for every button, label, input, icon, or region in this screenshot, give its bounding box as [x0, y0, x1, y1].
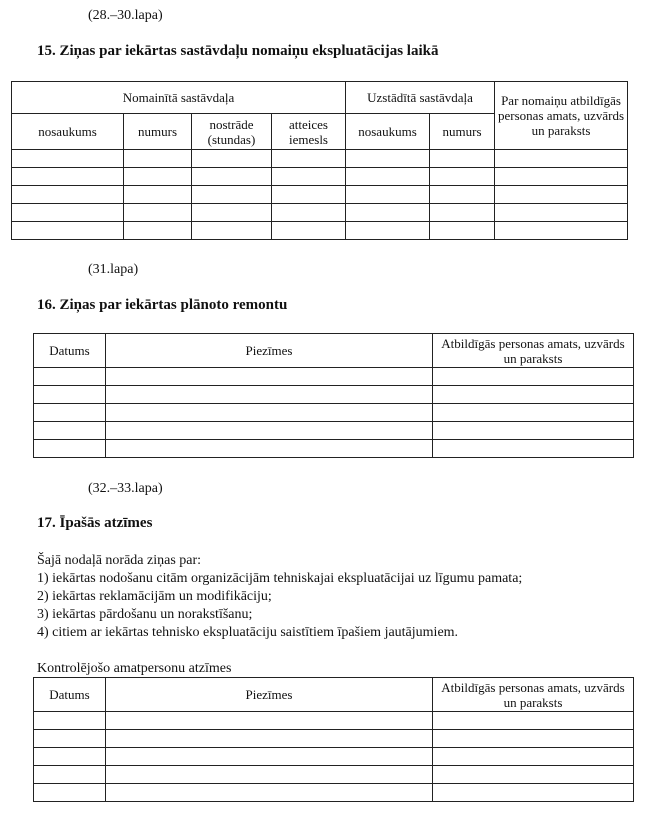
table-row — [34, 386, 634, 404]
table-row — [12, 204, 628, 222]
page-reference: (31.lapa) — [88, 262, 139, 277]
col-notes-header: Piezīmes — [106, 334, 433, 368]
control-notes-table — [33, 677, 634, 802]
col-date-header: Datums — [34, 678, 106, 712]
section-15-title: 15. Ziņas par iekārtas sastāvdaļu nomaiņu ekspluatācijas laikā — [37, 43, 439, 59]
table-row — [34, 368, 634, 386]
col-name-header: nosaukums — [12, 114, 124, 150]
table-row — [12, 222, 628, 240]
table-row — [34, 422, 634, 440]
list-item: 1) iekārtas nodošanu citām organizācijām tehniskajai ekspluatācijai uz līgumu pamata; — [37, 571, 523, 586]
table-row — [12, 186, 628, 204]
page-reference: (28.–30.lapa) — [88, 8, 163, 23]
table-row — [34, 748, 634, 766]
list-item: 3) iekārtas pārdošanu un norakstīšanu; — [37, 607, 253, 622]
planned-repair-table — [33, 333, 634, 458]
table-row — [34, 784, 634, 802]
table-row — [34, 404, 634, 422]
col-responsible-header: Atbildīgās personas amats, uzvārds un paraksts — [433, 334, 634, 368]
section-16-title: 16. Ziņas par iekārtas plānoto remontu — [37, 297, 288, 313]
col-number-header: numurs — [124, 114, 192, 150]
replaced-component-header: Nomainītā sastāvdaļa — [12, 82, 346, 114]
table-row — [34, 712, 634, 730]
table-row — [34, 766, 634, 784]
component-replacement-table — [11, 81, 628, 240]
table-row — [34, 440, 634, 458]
col-name2-header: nosaukums — [346, 114, 430, 150]
responsible-person-header: Par nomaiņu atbildīgās personas amats, uzvārds un paraksts — [495, 82, 628, 150]
table-row — [12, 150, 628, 168]
installed-component-header: Uzstādītā sastāvdaļa — [346, 82, 495, 114]
table-row — [12, 168, 628, 186]
col-notes-header: Piezīmes — [106, 678, 433, 712]
col-hours-header: nostrāde (stundas) — [192, 114, 272, 150]
col-reason-header: atteices iemesls — [272, 114, 346, 150]
page-reference: (32.–33.lapa) — [88, 481, 163, 496]
col-number2-header: numurs — [430, 114, 495, 150]
control-officials-label: Kontrolējošo amatpersonu atzīmes — [37, 661, 232, 676]
col-responsible-header: Atbildīgās personas amats, uzvārds un paraksts — [433, 678, 634, 712]
table-row — [34, 730, 634, 748]
list-item: 2) iekārtas reklamācijām un modifikāciju; — [37, 589, 272, 604]
section-17-title: 17. Īpašās atzīmes — [37, 515, 153, 531]
list-item: 4) citiem ar iekārtas tehnisko ekspluatāciju saistītiem īpašiem jautājumiem. — [37, 625, 459, 640]
col-date-header: Datums — [34, 334, 106, 368]
section-17-intro: Šajā nodaļā norāda ziņas par: — [37, 553, 202, 568]
